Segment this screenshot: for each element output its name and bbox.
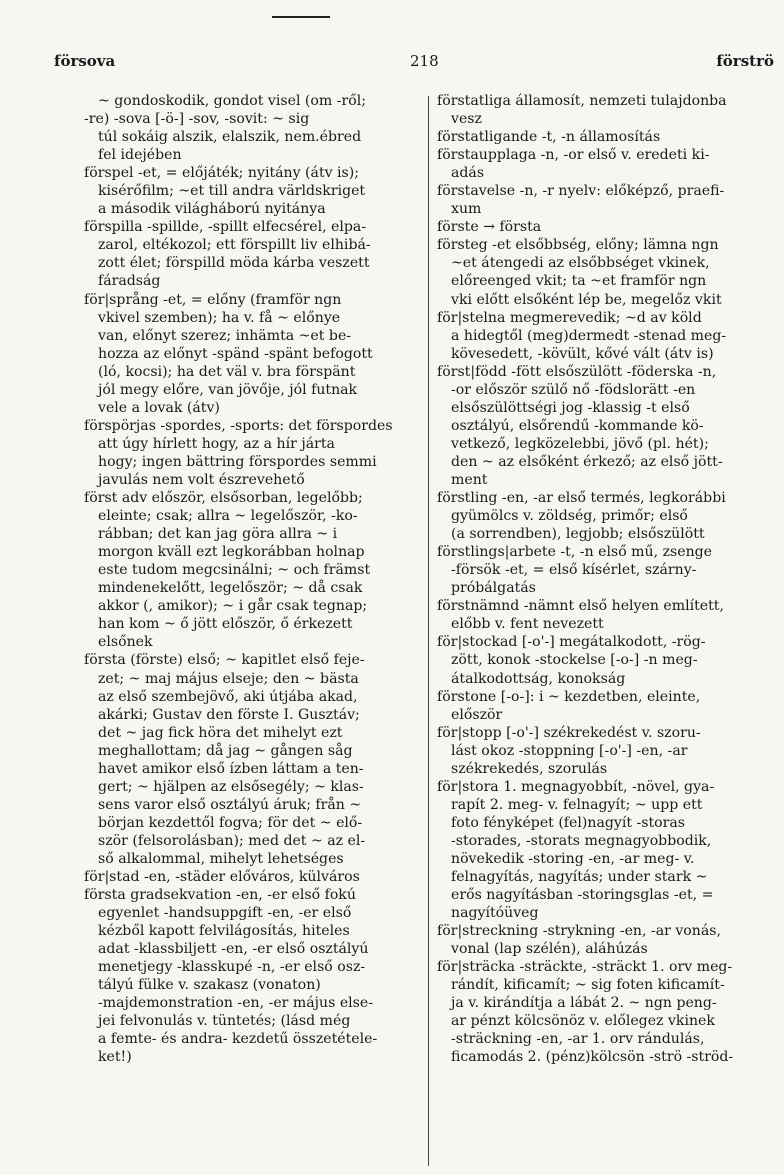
entry-line: próbálgatás [451,580,536,597]
entry-line: felnagyítás, nagyítás; under stark ~ [451,869,708,886]
entry-line: sens varor első osztályú áruk; från ~ [98,796,362,813]
entry-line: hozza az előnyt -spänd -spänt befogott [98,345,373,362]
entry-line: hogy; ingen bättring förspordes semmi [98,453,377,470]
entry-line: förste → första [437,219,542,236]
entry-line: átalkodottság, konokság [451,670,626,687]
entry-line: egyenlet -handsuppgift -en, -er első [98,905,352,922]
entry-line: förspörjas -spordes, -sports: det förspordes [84,417,393,434]
entry-line: javulás nem volt észrevehető [98,471,305,488]
entry-line: akkor (, amikor); ~ i går csak tegnap; [98,598,368,615]
entry-line: rábban; det kan jag göra allra ~ i [98,526,338,543]
entry-line: för|sträcka -sträckte, -sträckt 1. orv meg- [437,959,733,976]
entry-line: székrekedés, szorulás [451,760,608,777]
entry-line: vkivel szemben); ha v. få ~ előnye [98,309,341,326]
entry-line: ficamodás 2. (pénz)kölcsön -strö -ströd- [451,1049,734,1066]
entry-line: előreenged vkit; ta ~et framför ngn [451,273,707,290]
entry-line: förstlings|arbete -t, -n első mű, zsenge [437,544,713,561]
entry-line: förstatligande -t, -n államosítás [437,129,661,146]
entry-line: este tudom megcsinálni; ~ och främst [98,562,371,579]
entry-line: förstnämnd -nämnt első helyen említett, [437,598,724,615]
entry-line: túl sokáig alszik, elalszik, nem.ébred [98,129,362,146]
entry-line: xum [451,201,482,218]
entry-line: foto fényképet (fel)nagyít -storas [451,814,686,831]
entry-line: ~ gondoskodik, gondot visel (om -ről; [98,93,367,109]
right-column [437,92,775,1067]
entry-line: första (förste) első; ~ kapitlet első feje- [84,652,365,669]
entry-line: havet amikor első ízben láttam a ten- [98,760,364,777]
entry-line: förspilla -spillde, -spillt elfecsérel, elpa- [84,219,367,236]
entry-line: lást okoz -stoppning [-o'-] -en, -ar [451,742,688,759]
entry-line: ment [451,471,488,488]
entry-line: zott élet; förspilld möda kárba veszett [98,255,370,272]
entry-line: adás [451,165,485,182]
entry-line: nagyítóüveg [451,905,539,922]
entry-line: för|språng -et, = előny (framför ngn [84,291,342,308]
entry-line: (ló, kocsi); ha det väl v. bra förspänt [98,363,356,380]
entry-line: vonal (lap szélén), aláhúzás [451,941,648,958]
entry-line: -sträckning -en, -ar 1. orv rándulás, [451,1031,705,1048]
entry-line: először [451,706,503,723]
entry-line: -majdemonstration -en, -er május else- [98,995,374,1012]
entry-line: gyümölcs v. zöldség, primőr; első [451,508,688,525]
entry-line: rándít, kificamít; ~ sig foten kificamít- [451,977,725,994]
entry-line: den ~ az elsőként érkező; az első jött- [451,453,723,470]
entry-line: adat -klassbiljett -en, -er első osztályú [98,941,369,958]
entry-line: förstaupplaga -n, -or első v. eredeti ki- [437,147,710,164]
entry-line: förstatliga államosít, nemzeti tulajdonba [437,93,727,109]
entry-line: akárki; Gustav den förste I. Gusztáv; [98,706,360,723]
entry-line: ar pénzt kölcsönöz v. előlegez vkinek [451,1013,715,1030]
entry-line: vele a lovak (átv) [98,399,220,416]
entry-line: a femte- és andra- kezdetű összetétele- [98,1031,378,1048]
entry-line: han kom ~ ő jött először, ő érkezett [98,616,353,633]
entry-line: förspel -et, = előjáték; nyitány (átv is); [84,165,360,182]
entry-line: förstavelse -n, -r nyelv: előképző, praefi- [437,183,725,200]
entry-line: az első szembejövő, aki útjába akad, [98,688,358,705]
entry-line: erős nagyításban -storingsglas -et, = [451,887,714,904]
entry-line: först adv először, elsősorban, legelőbb; [84,490,363,507]
entry-line: ket!) [98,1049,132,1066]
entry-line: först|född -fött elsőszülött -föderska -n, [437,363,717,380]
entry-line: zött, konok -stockelse [-o-] -n meg- [451,652,698,669]
column-divider [428,96,429,1166]
header-guide-word-right: förströ [716,52,774,70]
entry-line: elsőnek [98,634,153,651]
entry-line: tályú fülke v. szakasz (vonaton) [98,977,321,994]
entry-line: vki előtt elsőként lép be, megelőz vkit [451,291,722,308]
top-rule [272,16,330,18]
left-column [84,92,426,1067]
entry-line: för|streckning -strykning -en, -ar vonás, [437,923,721,940]
entry-line: ~et átengedi az elsőbbséget vkinek, [451,255,710,272]
entry-line: előbb v. fent nevezett [451,616,604,633]
entry-line: -or először szülő nő -födslorätt -en [451,381,696,398]
entry-line: för|stockad [-o'-] megátalkodott, -rög- [437,634,706,651]
entry-line: elsőszülöttségi jog -klassig -t első [451,399,690,416]
entry-line: att úgy hírlett hogy, az a hír járta [98,435,335,452]
entry-line: morgon kväll ezt legkorábban holnap [98,544,365,561]
entry-line: jei felvonulás v. tüntetés; (lásd még [98,1013,351,1030]
page-number: 218 [410,52,439,70]
entry-line: zet; ~ maj május elseje; den ~ bästa [98,670,359,687]
entry-line: mindenekelőtt, legelőször; ~ då csak [98,580,363,597]
entry-line: för|stopp [-o'-] székrekedést v. szoru- [437,724,701,741]
entry-line: -storades, -storats megnagyobbodik, [451,832,712,849]
entry-line: förstling -en, -ar első termés, legkorábbi [437,490,726,507]
entry-line: det ~ jag fick höra det mihelyt ezt [98,724,343,741]
entry-line: van, előnyt szerez; inhämta ~et be- [98,327,352,344]
entry-line: vesz [451,111,482,128]
entry-line: fáradság [98,273,161,290]
entry-line: -re) -sova [-ö-] -sov, -sovit: ~ sig [84,111,310,128]
page-header [54,52,774,76]
entry-line: fel idejében [98,147,182,164]
entry-line: (a sorrendben), legjobb; elsőszülött [451,526,705,543]
entry-line: jól megy előre, van jövője, jól futnak [98,381,358,398]
header-guide-word-left: förs​ova [54,52,116,70]
entry-line: vetkező, legközelebbi, jövő (pl. hét); [451,435,709,452]
entry-line: gert; ~ hjälpen az elsősegély; ~ klas- [98,778,364,795]
entry-line: ször (felsorolásban); med det ~ az el- [98,832,366,849]
entry-line: osztályú, elsőrendű -kommande kö- [451,417,704,434]
entry-line: för|stelna megmerevedik; ~d av köld [437,309,702,326]
entry-line: a hidegtől (meg)dermedt -stenad meg- [451,327,727,344]
entry-line: kisérőfilm; ~et till andra världskriget [98,183,366,200]
entry-line: ső alkalommal, mihelyt lehetséges [98,850,344,867]
entry-line: kövesedett, -kövült, kővé vált (átv is) [451,345,714,362]
entry-line: meghallottam; då jag ~ gången såg [98,742,353,759]
entry-line: ja v. kirándítja a lábát 2. ~ ngn peng- [451,995,717,1012]
entry-line: rapít 2. meg- v. felnagyít; ~ upp ett [451,796,703,813]
entry-line: -försök -et, = első kísérlet, szárny- [451,562,697,579]
entry-line: försteg -et elsőbbség, előny; lämna ngn [437,237,719,254]
entry-line: zarol, eltékozol; ett förspillt liv elhibá- [98,237,371,254]
entry-line: eleinte; csak; allra ~ legelőször, -ko- [98,508,358,525]
entry-line: början kezdettől fogva; för det ~ elő- [98,814,363,831]
entry-line: förstone [-o-]: i ~ kezdetben, eleinte, [437,688,701,705]
entry-line: kézből kapott felvilágosítás, hiteles [98,923,350,940]
entry-line: a második világháború nyitánya [98,201,326,218]
entry-line: första gradsekvation -en, -er első fokú [84,887,356,904]
entry-line: növekedik -storing -en, -ar meg- v. [451,850,695,867]
entry-line: menetjegy -klasskupé -n, -er első osz- [98,959,366,976]
entry-line: för|stora 1. megnagyobbít, -növel, gya- [437,778,715,795]
entry-line: för|stad -en, -städer előváros, külváros [84,869,360,886]
